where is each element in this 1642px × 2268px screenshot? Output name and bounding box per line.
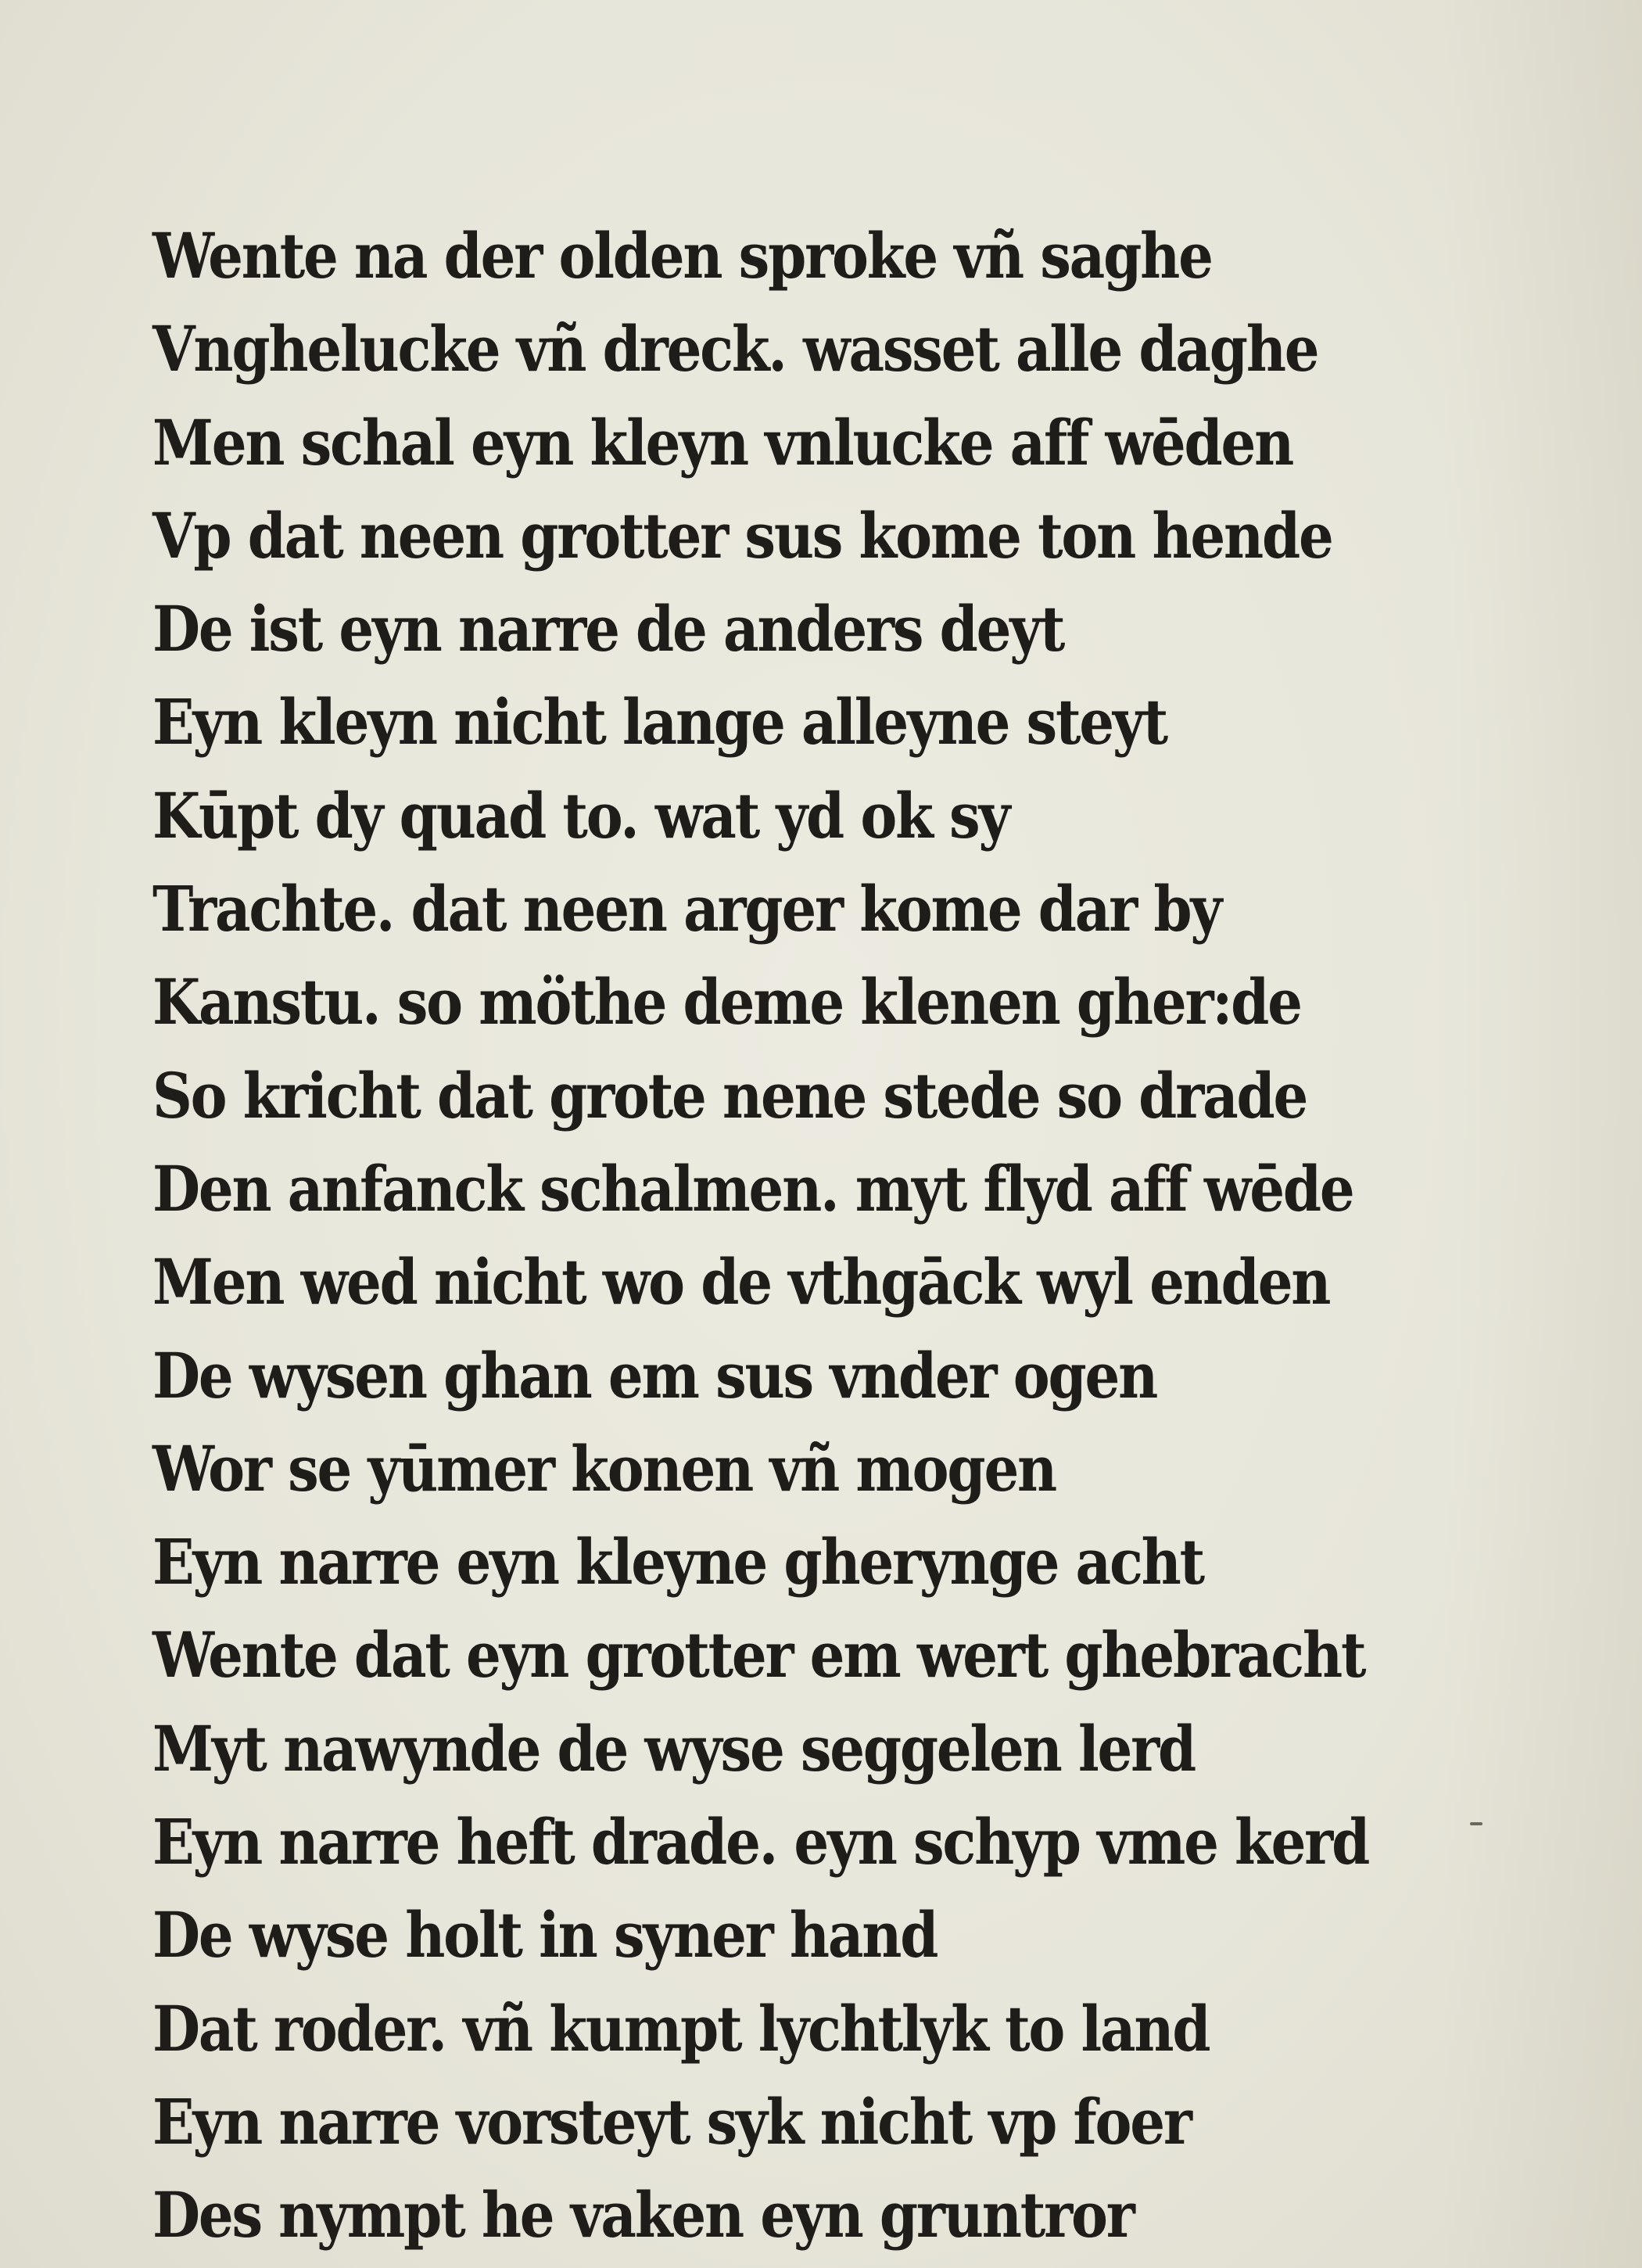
ink-speck <box>1470 1822 1482 1825</box>
verse-line: Vnghelucke vñ dreck. wasset alle daghe <box>152 312 1318 386</box>
verse-line: Wor se yūmer konen vñ mogen <box>152 1431 1056 1505</box>
verse-line: Vp dat neen grotter sus kome ton hende <box>152 498 1332 572</box>
verse-line: De wyse holt in syner hand <box>152 1898 938 1972</box>
verse-line: Myt nawynde de wyse seggelen lerd <box>152 1711 1195 1785</box>
verse-line: De ist eyn narre de anders deyt <box>152 592 1064 666</box>
verse-line: Kūpt dy quad to. wat yd ok sy <box>152 778 1009 852</box>
verse-line: Wente dat eyn grotter em wert ghebracht <box>152 1618 1365 1692</box>
verse-line: Den anfanck schalmen. myt flyd aff wēde <box>152 1151 1353 1226</box>
verse-line: Men schal eyn kleyn vnlucke aff wēden <box>152 405 1293 479</box>
verse-line: Eyn narre heft drade. eyn schyp vme kerd <box>152 1805 1369 1879</box>
verse-line: Eyn narre eyn kleyne gherynge acht <box>152 1525 1203 1599</box>
verse-line: Eyn kleyn nicht lange alleyne steyt <box>152 685 1167 759</box>
verse-line: Trachte. dat neen arger kome dar by <box>152 872 1221 946</box>
verse-line: De wysen ghan em sus vnder ogen <box>152 1338 1157 1412</box>
verse-line: Eyn narre vorsteyt syk nicht vp foer <box>152 2084 1191 2159</box>
verse-line: Men wed nicht wo de vthgāck wyl enden <box>152 1245 1330 1319</box>
verse-line: So kricht dat grote nene stede so drade <box>152 1058 1307 1132</box>
verse-line: Des nympt he vaken eyn gruntror <box>152 2178 1134 2252</box>
verse-line: Wente na der olden sproke vñ saghe <box>152 219 1212 292</box>
verse-text-block <box>152 210 1529 2263</box>
verse-line: Dat roder. vñ kumpt lychtlyk to land <box>152 1991 1210 2065</box>
verse-line: Kanstu. so möthe deme klenen gher:de <box>152 965 1301 1039</box>
